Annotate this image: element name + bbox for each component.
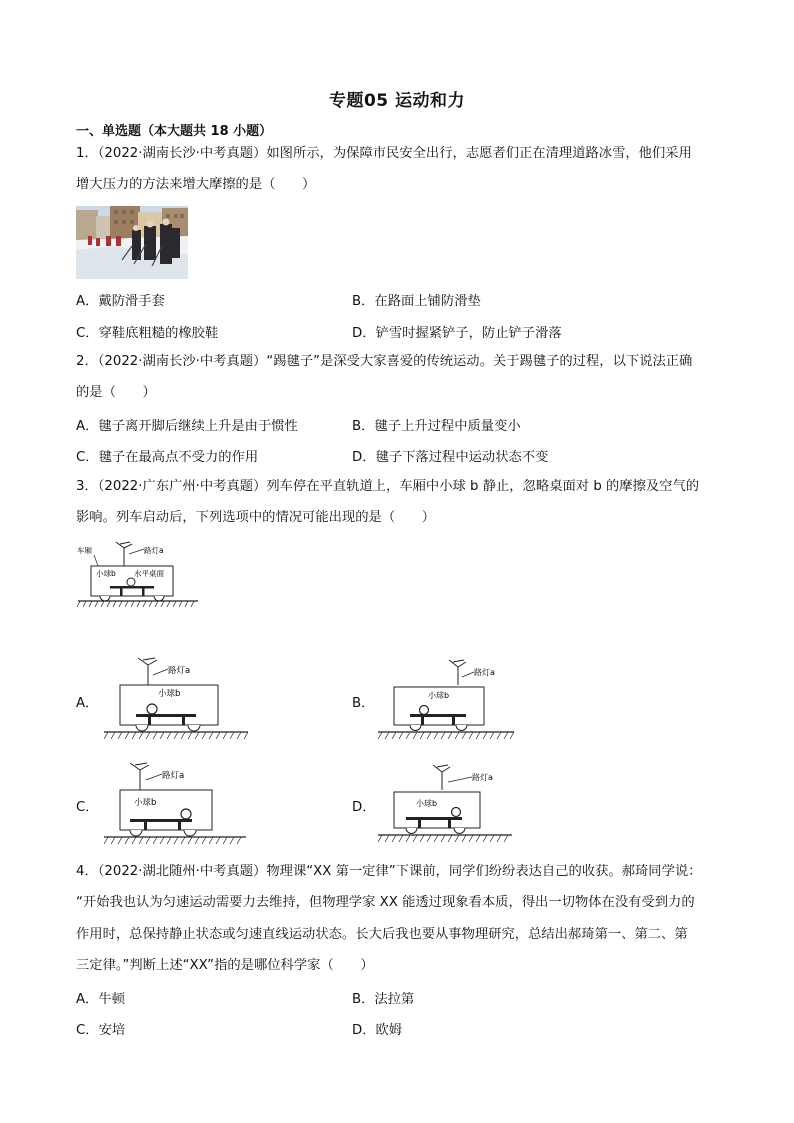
q3-main-ball-label: 小球b (96, 569, 116, 578)
q1-option-b[interactable]: B．在路面上铺防滑垫 (352, 294, 481, 309)
q4-option-b[interactable]: B．法拉第 (352, 992, 415, 1007)
lamp-icon (433, 765, 450, 790)
lamp-icon (138, 658, 157, 685)
q4-stem-line1: 4．（2022·湖北随州·中考真题）物理课“XX 第一定律”下课前，同学们纷纷表达自己的收获。郝琦同学说： (76, 864, 702, 879)
q3-main-carriage-label: 车厢 (77, 546, 92, 555)
q3-d-ball-label: 小球b (416, 799, 438, 808)
q3-option-b-figure[interactable] (376, 657, 518, 745)
q3-main-table-label: 水平桌面 (134, 569, 164, 578)
q3-c-lamp-label: 路灯a (162, 771, 185, 781)
page-title: 专题05 运动和力 (328, 91, 466, 111)
q3-option-d-figure[interactable] (376, 762, 518, 850)
q2-option-c[interactable]: C．毽子在最高点不受力的作用 (76, 450, 259, 465)
lamp-icon (449, 660, 466, 685)
q3-a-ball-label: 小球b (158, 689, 181, 699)
q3-stem-line2: 影响。列车启动后，下列选项中的情况可能出现的是（ ） (76, 510, 436, 525)
q2-option-a[interactable]: A．毽子离开脚后继续上升是由于惯性 (76, 419, 298, 434)
q1-stem-line1: 1．（2022·湖南长沙·中考真题）如图所示，为保障市民安全出行，志愿者们正在清理道路冰雪，他们采用 (76, 146, 692, 161)
q2-stem-line1: 2．（2022·湖南长沙·中考真题）“踢毽子”是深受大家喜爱的传统运动。关于踢毽子的过程，以下说法正确 (76, 354, 693, 369)
q3-option-c-figure[interactable] (100, 760, 252, 850)
q2-option-b[interactable]: B．毽子上升过程中质量变小 (352, 419, 521, 434)
q3-option-b-letter[interactable]: B． (352, 696, 375, 711)
q3-option-c-letter[interactable]: C． (76, 800, 99, 815)
q4-stem-line4: 三定律。”判断上述“XX”指的是哪位科学家（ ） (76, 958, 374, 973)
q3-option-a-letter[interactable]: A． (76, 696, 99, 711)
q1-photo-snow-clearing (76, 206, 188, 279)
q3-option-d-letter[interactable]: D． (352, 800, 376, 815)
q3-c-ball-label: 小球b (134, 798, 157, 808)
q3-option-a-figure[interactable] (100, 655, 252, 745)
q2-option-d[interactable]: D．毽子下落过程中运动状态不变 (352, 450, 549, 465)
q3-d-lamp-label: 路灯a (472, 773, 493, 782)
lamp-icon (130, 763, 149, 790)
q1-option-d[interactable]: D．铲雪时握紧铲子，防止铲子滑落 (352, 326, 562, 341)
q1-stem-line2: 增大压力的方法来增大摩擦的是（ ） (76, 177, 316, 192)
q3-b-ball-label: 小球b (428, 691, 450, 700)
q3-main-figure (76, 540, 206, 615)
q4-option-a[interactable]: A．牛顿 (76, 992, 125, 1007)
q4-stem-line3: 作用时，总保持静止状态或匀速直线运动状态。长大后我也要从事物理研究，总结出郝琦第一、第二、第 (76, 927, 688, 942)
q3-stem-line1: 3．（2022·广东广州·中考真题）列车停在平直轨道上，车厢中小球 b 静止，忽略桌面对 b 的摩擦及空气的 (76, 479, 700, 494)
q4-option-d[interactable]: D．欧姆 (352, 1023, 403, 1038)
q1-option-c[interactable]: C．穿鞋底粗糙的橡胶鞋 (76, 326, 219, 341)
q4-stem-line2: “开始我也认为匀速运动需要力去维持，但物理学家 XX 能透过现象看本质，得出一切物体在没有受到力的 (76, 895, 695, 910)
q2-stem-line2: 的是（ ） (76, 385, 156, 400)
q4-option-c[interactable]: C．安培 (76, 1023, 126, 1038)
q3-a-lamp-label: 路灯a (168, 666, 191, 676)
q3-b-lamp-label: 路灯a (474, 668, 495, 677)
q3-main-lamp-label: 路灯a (144, 546, 164, 555)
section-heading: 一、单选题（本大题共 18 小题） (76, 124, 273, 139)
q1-option-a[interactable]: A．戴防滑手套 (76, 294, 165, 309)
